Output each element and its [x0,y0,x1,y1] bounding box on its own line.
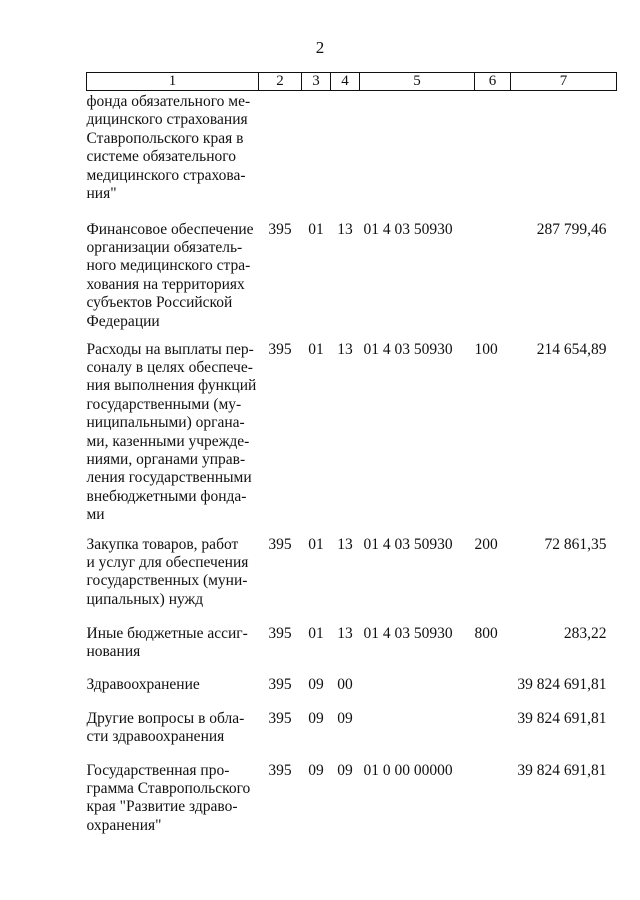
row-amount: 72 861,35 [544,535,607,553]
row-target: 01 4 03 50930 [363,624,453,642]
table-row [87,221,617,341]
table-row [87,762,617,842]
budget-table [86,72,617,842]
row-amount: 39 824 691,81 [517,709,607,727]
row-amount: 287 799,46 [536,220,607,238]
row-target: 01 4 03 50930 [363,340,453,358]
row-type: 200 [474,535,498,553]
row-code: 395 [268,709,292,727]
row-target: 01 0 00 00000 [363,761,453,779]
column-header-7: 7 [511,73,617,91]
column-header-6: 6 [475,73,511,91]
row-section: 01 [308,220,324,238]
row-name: Другие вопросы в обла- сти здравоохранения [86,709,245,745]
column-header-3: 3 [302,73,331,91]
table-row [87,625,617,676]
row-type: 100 [474,340,498,358]
table-row [87,91,617,221]
row-subsection [331,91,360,221]
row-amount: 39 824 691,81 [517,675,607,693]
page-number: 2 [315,38,325,57]
row-type [475,221,511,341]
row-subsection: 13 [337,624,353,642]
row-code: 395 [268,761,292,779]
row-code: 395 [268,675,292,693]
row-section: 09 [308,709,324,727]
row-amount: 39 824 691,81 [517,761,607,779]
row-amount [511,91,617,221]
row-subsection: 09 [337,761,353,779]
row-name: Расходы на выплаты пер- соналу в целях обеспече- ния выполнения функций государственными (му- ниципальными) органа- ми, казенными учрежде- ниями, органами управ- ления государственными внебюджетными фонда- ми [86,340,257,524]
row-type [475,91,511,221]
row-section: 09 [308,761,324,779]
row-subsection: 13 [337,220,353,238]
row-code [259,91,302,221]
row-name: Здравоохранение [86,675,200,693]
row-section: 01 [308,535,324,553]
row-target [360,676,475,710]
column-header-1: 1 [87,73,259,91]
row-code: 395 [268,220,292,238]
column-header-2: 2 [259,73,302,91]
row-amount: 214 654,89 [536,340,607,358]
row-section: 01 [308,340,324,358]
row-code: 395 [268,624,292,642]
row-name: Закупка товаров, работ и услуг для обеспечения государственных (муни- ципальных) нужд [86,535,249,608]
row-target [360,710,475,762]
row-section: 09 [308,675,324,693]
table-row [87,676,617,710]
row-subsection: 13 [337,340,353,358]
row-type [475,676,511,710]
row-name: фонда обязательного ме- дицинского страхования Ставропольского края в системе обязательного медицинского страхова- ния" [86,93,251,203]
table-row [87,710,617,762]
table-row [87,341,617,536]
row-section: 01 [308,624,324,642]
row-code: 395 [268,340,292,358]
column-header-5: 5 [360,73,475,91]
row-type [475,710,511,762]
row-subsection: 13 [337,535,353,553]
row-name: Государственная про- грамма Ставропольского края "Развитие здраво- охранения" [86,761,251,834]
row-target: 01 4 03 50930 [363,535,453,553]
header-row [87,73,617,91]
row-type [475,762,511,842]
row-type: 800 [474,624,498,642]
column-header-4: 4 [331,73,360,91]
row-section [302,91,331,221]
row-target [360,91,475,221]
row-subsection: 09 [337,709,353,727]
row-amount: 283,22 [563,624,607,642]
row-name: Финансовое обеспечение организации обязатель- ного медицинского стра- хования на территориях субъектов Российской Федерации [86,220,254,330]
row-name: Иные бюджетные ассиг- нования [86,624,248,660]
row-target: 01 4 03 50930 [363,220,453,238]
row-code: 395 [268,535,292,553]
row-subsection: 00 [337,675,353,693]
table-row [87,536,617,625]
